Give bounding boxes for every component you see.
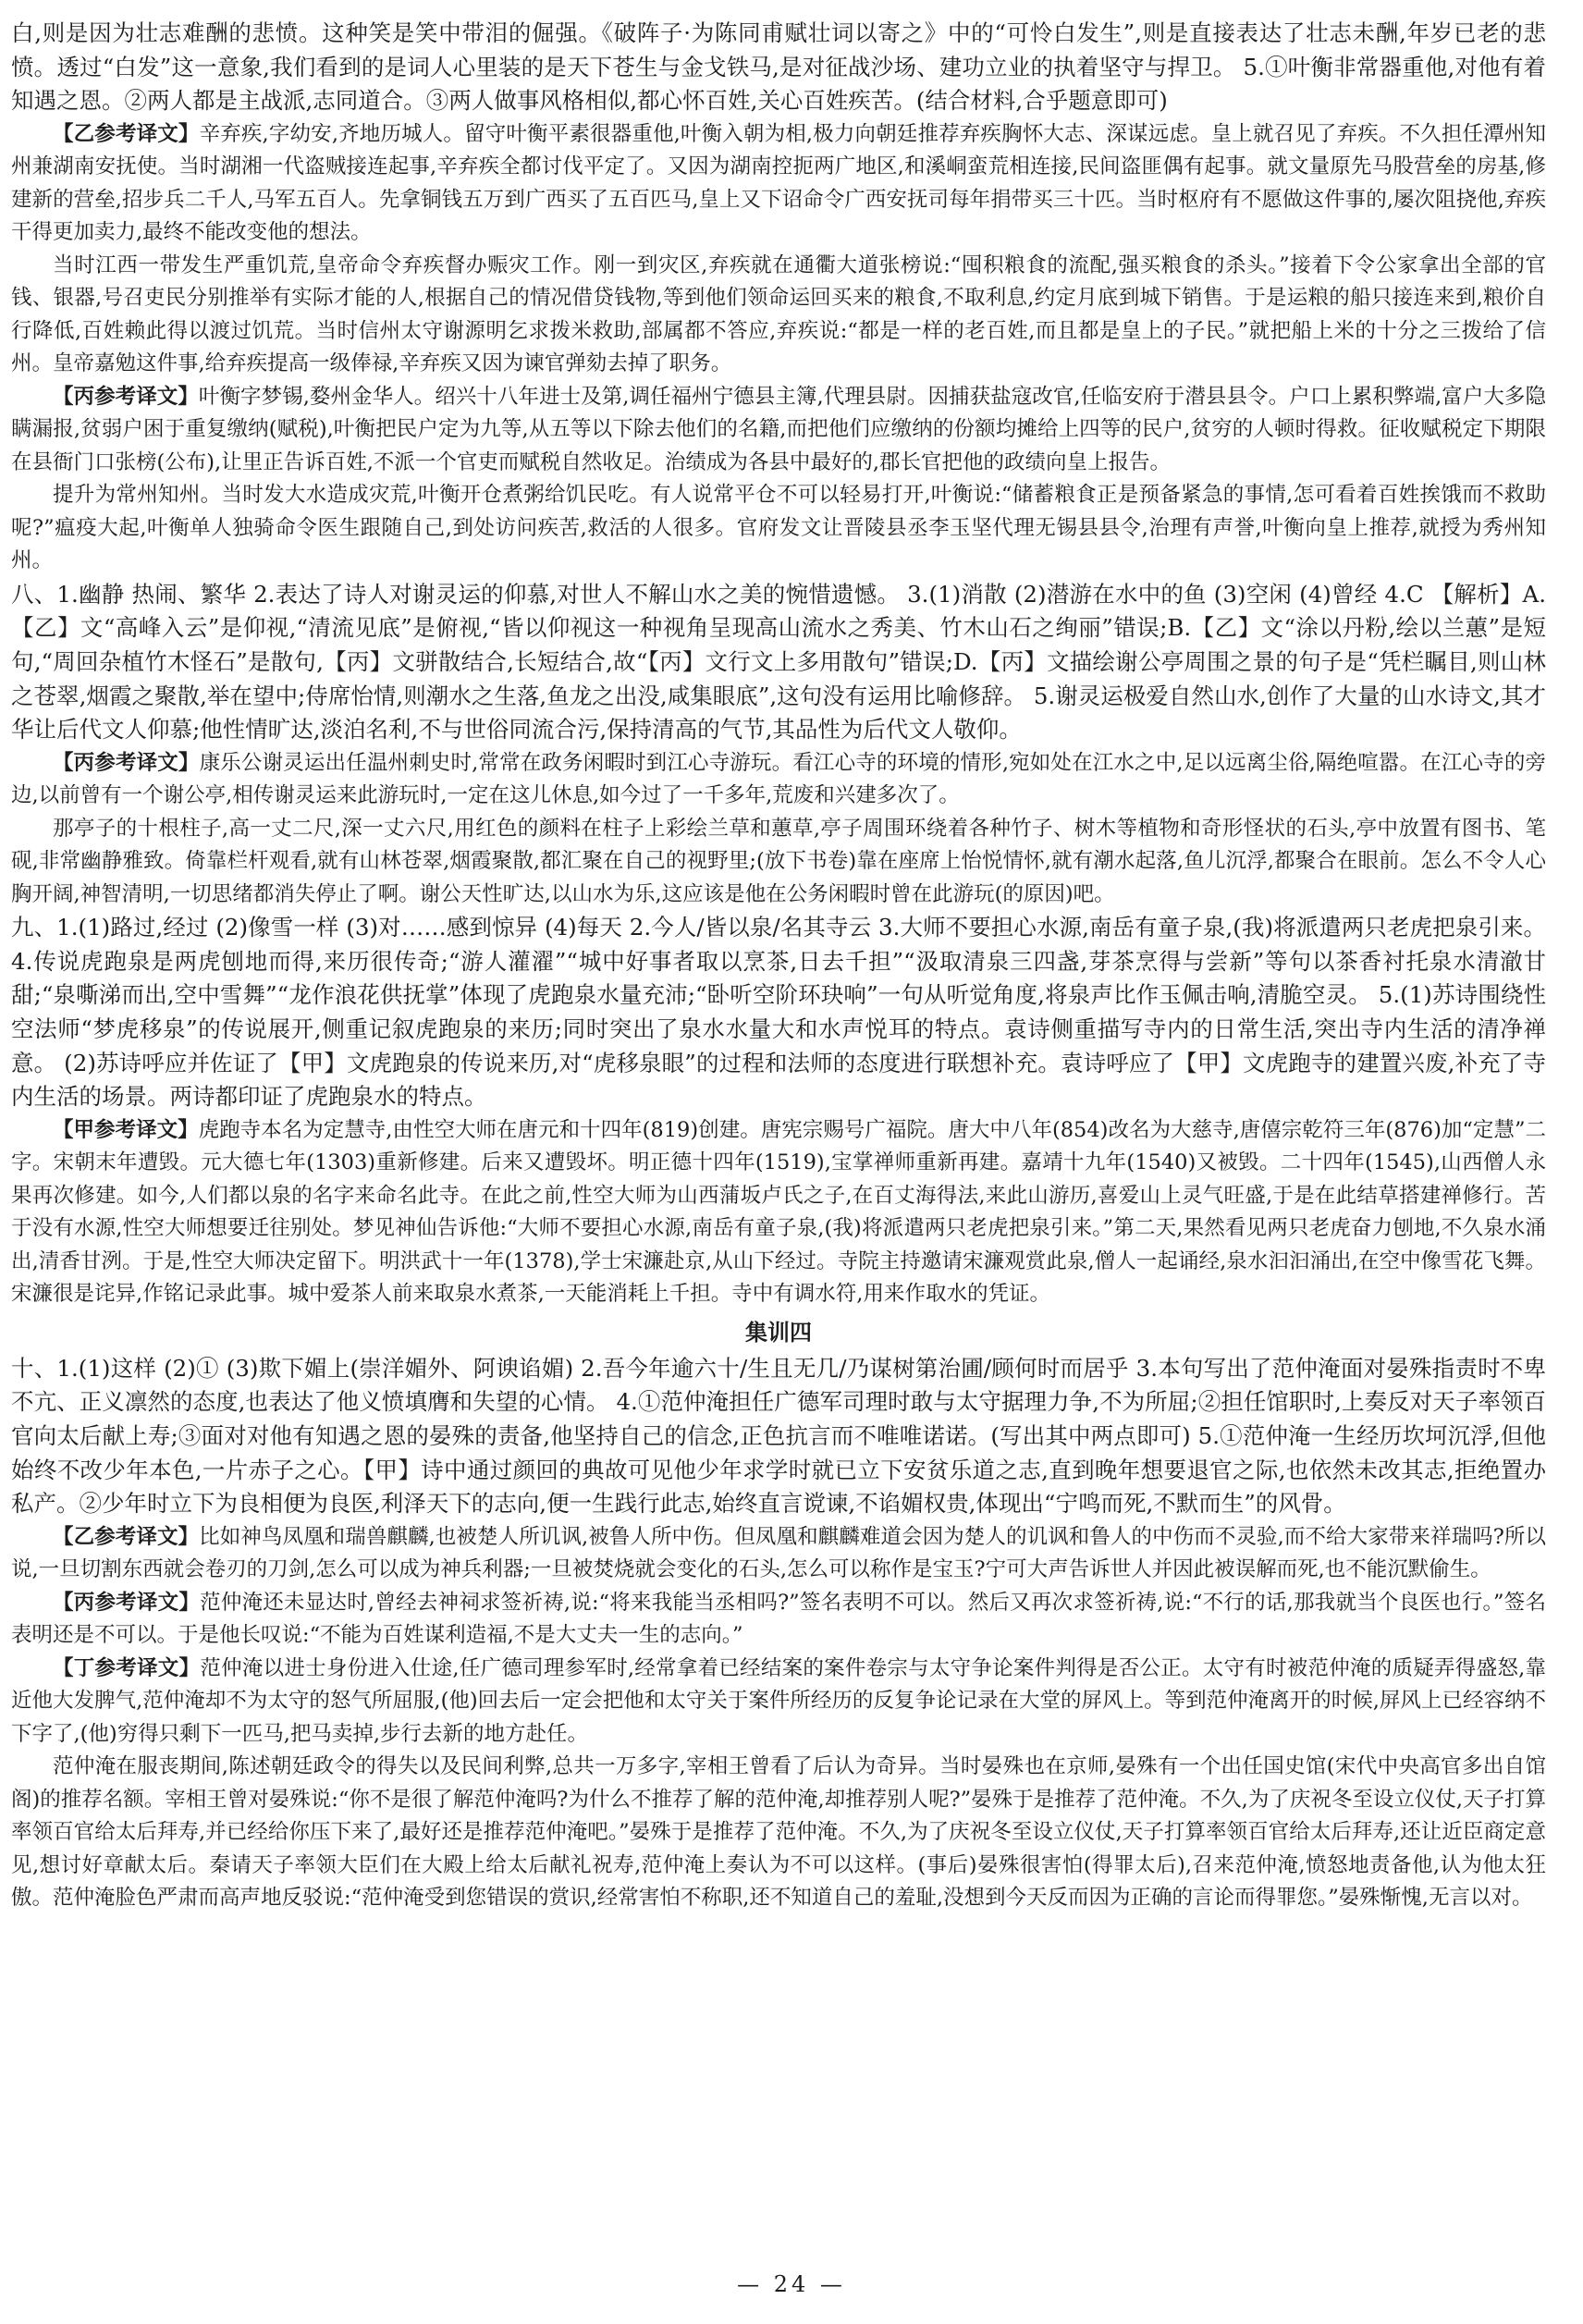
translation-bing-fan-zhongyan: 【丙参考译文】范仲淹还未显达时,曾经去神祠求签祈祷,说:“将来我能当丞相吗?”签名表明不可以。然后又再次求签祈祷,说:“不行的话,那我就当个良医也行。”签名表明还是不可以。于是他长叹说:“不能为百姓谋利造福,不是大丈夫一生的志向。” xyxy=(11,1590,1546,1648)
translation-tag: 【丙参考译文】 xyxy=(53,1590,201,1615)
translation-tag: 【乙参考译文】 xyxy=(53,1524,200,1549)
translation-tag: 【丁参考译文】 xyxy=(53,1655,201,1680)
translation-tag: 【乙参考译文】 xyxy=(53,121,200,146)
translation-bing-xie-gong-ting: 【丙参考译文】康乐公谢灵运出任温州刺史时,常常在政务闲暇时到江心寺游玩。看江心寺的环境的情形,宛如处在江水之中,足以远离尘俗,隔绝喧嚣。在江心寺的旁边,以前曾有一个谢公亭,相传谢灵运来此游玩时,一定在这儿休息,如今过了一千多年,荒废和兴建多次了。 xyxy=(11,750,1546,808)
translation-tag: 【丙参考译文】 xyxy=(53,384,199,409)
answer-section-9: 九、1.(1)路过,经过 (2)像雪一样 (3)对……感到惊异 (4)每天 2.今人/皆以泉/名其寺云 3.大师不要担心水源,南岳有童子泉,(我)将派遣两只老虎把泉引来。 4.传说虎跑泉是两虎刨地而得,来历很传奇;“游人灌濯”“城中好事者取以烹茶,日去千担”“汲取清泉三四盏,芽茶烹得与尝新”等句以茶香衬托泉水清澈甘甜;“泉嘶涕而出,空中雪舞”“龙作浪花供抚掌”体现了虎跑泉水量充沛;“卧听空阶环玦响”一句从听觉角度,将泉声比作玉佩击响,清脆空灵。 5.(1)苏诗围绕性空法师“梦虎移泉”的传说展开,侧重记叙虎跑泉的来历;同时突出了泉水水量大和水声悦耳的特点。袁诗侧重描写寺内的日常生活,突出寺内生活的清净禅意。 (2)苏诗呼应并佐证了【甲】文虎跑泉的传说来历,对“虎移泉眼”的过程和法师的态度进行联想补充。袁诗呼应了【甲】文虎跑寺的建置兴废,补充了寺内生活的场景。两诗都印证了虎跑泉水的特点。 xyxy=(11,914,1546,1111)
answer-section-10: 十、1.(1)这样 (2)① (3)欺下媚上(崇洋媚外、阿谀谄媚) 2.吾今年逾六十/生且无几/乃谋树第治圃/顾何时而居乎 3.本句写出了范仲淹面对晏殊指责时不卑不亢、正义凛然的态度,也表达了他义愤填膺和失望的心情。 4.①范仲淹担任广德军司理时敢与太守据理力争,不为所屈;②担任馆职时,上奏反对天子率领百官向太后献上寿;③面对对他有知遇之恩的晏殊的责备,他坚持自己的信念,正色抗言而不唯唯诺诺。(写出其中两点即可) 5.①范仲淹一生经历坎坷沉浮,但他始终不改少年本色,一片赤子之心。【甲】诗中通过颜回的典故可见他少年求学时就已立下安贫乐道之志,直到晚年想要退官之际,也依然未改其志,拒绝置办私产。②少年时立下为良相便为良医,利泽天下的志向,便一生践行此志,始终直言谠谏,不谄媚权贵,体现出“宁鸣而死,不默而生”的风骨。 xyxy=(11,1354,1546,1518)
translation-yi-xin-qiji: 【乙参考译文】辛弃疾,字幼安,齐地历城人。留守叶衡平素很器重他,叶衡入朝为相,极力向朝廷推荐弃疾胸怀大志、深谋远虑。皇上就召见了弃疾。不久担任潭州知州兼湖南安抚使。当时湖湘一代盗贼接连起事,辛弃疾全都讨伐平定了。又因为湖南控扼两广地区,和溪峒蛮荒相连接,民间盗匪偶有起事。就文量原先马股营垒的房基,修建新的营垒,招步兵二千人,马军五百人。先拿铜钱五万到广西买了五百匹马,皇上又下诏命令广西安抚司每年捐带买三十匹。当时枢府有不愿做这件事的,屡次阻挠他,弃疾干得更加卖力,最终不能改变他的想法。 xyxy=(11,121,1546,245)
translation-yi-feng-huang: 【乙参考译文】比如神鸟凤凰和瑞兽麒麟,也被楚人所讥讽,被鲁人所中伤。但凤凰和麒麟难道会因为楚人的讥讽和鲁人的中伤而不灵验,而不给大家带来祥瑞吗?所以说,一旦切割东西就会卷刃的刀剑,怎么可以成为神兵利器;一旦被焚烧就会变化的石头,怎么可以称作是宝玉?宁可大声告诉世人并因此被误解而死,也不能沉默偷生。 xyxy=(11,1524,1546,1582)
translation-tag: 【丙参考译文】 xyxy=(53,750,200,775)
translation-paragraph: 当时江西一带发生严重饥荒,皇帝命令弃疾督办赈灾工作。刚一到灾区,弃疾就在通衢大道张榜说:“囤积粮食的流配,强买粮食的杀头。”接着下令公家拿出全部的官钱、银器,号召吏民分别推举有实际才能的人,根据自己的情况借贷钱物,等到他们领命运回买来的粮食,不取利息,约定月底到城下销售。于是运粮的船只接连来到,粮价自行降低,百姓赖此得以渡过饥荒。当时信州太守谢源明乞求拨米救助,部属都不答应,弃疾说:“都是一样的老百姓,而且都是皇上的子民。”就把船上米的十分之三拨给了信州。皇帝嘉勉这件事,给弃疾提高一级俸禄,辛弃疾又因为谏官弹劾去掉了职务。 xyxy=(11,252,1546,376)
translation-paragraph: 提升为常州知州。当时发大水造成灾荒,叶衡开仓煮粥给饥民吃。有人说常平仓不可以轻易打开,叶衡说:“储蓄粮食正是预备紧急的事情,怎可看着百姓挨饿而不救助呢?”瘟疫大起,叶衡单人独骑命令医生跟随自己,到处访问疾苦,救活的人很多。官府发文让晋陵县丞李玉坚代理无锡县县令,治理有声誉,叶衡向皇上推荐,就授为秀州知州。 xyxy=(11,483,1546,573)
translation-ding-fan-zhongyan: 【丁参考译文】范仲淹以进士身份进入仕途,任广德司理参军时,经常拿着已经结案的案件卷宗与太守争论案件判得是否公正。太守有时被范仲淹的质疑弄得盛怒,靠近他大发脾气,范仲淹却不为太守的怒气所屈服,(他)回去后一定会把他和太守关于案件所经历的反复争论记录在大堂的屏风上。等到范仲淹离开的时候,屏风上已经容纳不下字了,(他)穷得只剩下一匹马,把马卖掉,步行去新的地方赴任。 xyxy=(11,1655,1546,1746)
page-number: — 24 — xyxy=(737,2271,846,2297)
answer-section-8: 八、1.幽静 热闹、繁华 2.表达了诗人对谢灵运的仰慕,对世人不解山水之美的惋惜遗憾。 3.(1)消散 (2)潜游在水中的鱼 (3)空闲 (4)曾经 4.C 【解析】A.【乙】文“高峰入云”是仰视,“清流见底”是俯视,“皆以仰视这一种视角呈现高山流水之秀美、竹木山石之绚丽”错误;B.【乙】文“涂以丹粉,绘以兰蕙”是短句,“周回杂植竹木怪石”是散句,【丙】文骈散结合,长短结合,故“【丙】文行文上多用散句”错误;D.【丙】文描绘谢公亭周围之景的句子是“凭栏瞩目,则山林之苍翠,烟霞之聚散,举在望中;侍席怡情,则潮水之生落,鱼龙之出没,咸集眼底”,这句没有运用比喻修辞。 5.谢灵运极爱自然山水,创作了大量的山水诗文,其才华让后代文人仰慕;他性情旷达,淡泊名利,不与世俗同流合污,保持清高的气节,其品性为后代文人敬仰。 xyxy=(11,580,1546,744)
section-heading: 集训四 xyxy=(745,1318,812,1346)
answer-block-7-continued: 白,则是因为壮志难酬的悲愤。这种笑是笑中带泪的倔强。《破阵子·为陈同甫赋壮词以寄之》中的“可怜白发生”,则是直接表达了壮志未酬,年岁已老的悲愤。透过“白发”这一意象,我们看到的是词人心里装的是天下苍生与金戈铁马,是对征战沙场、建功立业的执着坚守与捍卫。 5.①叶衡非常器重他,对他有着知遇之恩。②两人都是主战派,志同道合。③两人做事风格相似,都心怀百姓,关心百姓疾苦。(结合材料,合乎题意即可) xyxy=(11,19,1546,115)
translation-paragraph: 范仲淹在服丧期间,陈述朝廷政令的得失以及民间利弊,总共一万多字,宰相王曾看了后认为奇异。当时晏殊也在京师,晏殊有一个出任国史馆(宋代中央高官多出自馆阁)的推荐名额。宰相王曾对晏殊说:“你不是很了解范仲淹吗?为什么不推荐了解的范仲淹,却推荐别人呢?”晏殊于是推荐了范仲淹。不久,为了庆祝冬至设立仪仗,天子打算率领百官给太后拜寿,并已经给你压下来了,最好还是推荐范仲淹吧。”晏殊于是推荐了范仲淹。不久,为了庆祝冬至设立仪仗,天子打算率领百官给太后拜寿,还让近臣商定意见,想讨好章献太后。秦请天子率领大臣们在大殿上给太后献礼祝寿,范仲淹上奏认为不可以这样。(事后)晏殊很害怕(得罪太后),召来范仲淹,愤怒地责备他,认为他太狂傲。范仲淹脸色严肃而高声地反驳说:“范仲淹受到您错误的赏识,经常害怕不称职,还不知道自己的羞耻,没想到今天反而因为正确的言论而得罪您。”晏殊惭愧,无言以对。 xyxy=(11,1754,1546,1911)
translation-tag: 【甲参考译文】 xyxy=(53,1117,199,1142)
translation-jia-hu-pao-si: 【甲参考译文】虎跑寺本名为定慧寺,由性空大师在唐元和十四年(819)创建。唐宪宗赐号广福院。唐大中八年(854)改名为大慈寺,唐僖宗乾符三年(876)加“定慧”二字。宋朝末年遭毁。元大德七年(1303)重新修建。后来又遭毁坏。明正德十四年(1519),宝掌禅师重新再建。嘉靖十九年(1540)又被毁。二十四年(1545),山西僧人永果再次修建。如今,人们都以泉的名字来命名此寺。在此之前,性空大师为山西蒲坂卢氏之子,在百丈海得法,来此山游历,喜爱山上灵气旺盛,于是在此结草搭建禅修行。苦于没有水源,性空大师想要迁往别处。梦见神仙告诉他:“大师不要担心水源,南岳有童子泉,(我)将派遣两只老虎把泉引来。”第二天,果然看见两只老虎奋力刨地,不久泉水涌出,清香甘洌。于是,性空大师决定留下。明洪武十一年(1378),学士宋濂赴京,从山下经过。寺院主持邀请宋濂观赏此泉,僧人一起诵经,泉水汩汩涌出,在空中像雪花飞舞。宋濂很是诧异,作铭记录此事。城中爱茶人前来取泉水煮茶,一天能消耗上千担。寺中有调水符,用来作取水的凭证。 xyxy=(11,1117,1546,1307)
translation-bing-ye-heng: 【丙参考译文】叶衡字梦锡,婺州金华人。绍兴十八年进士及第,调任福州宁德县主簿,代理县尉。因捕获盐寇改官,任临安府于潜县县令。户口上累积弊端,富户大多隐瞒漏报,贫弱户困于重复缴纳(赋税),叶衡把民户定为九等,从五等以下除去他们的名籍,而把他们应缴纳的份额均摊给上四等的民户,贫穷的人顿时得救。征收赋税定下期限在县衙门口张榜(公布),让里正告诉百姓,不派一个官吏而赋税自然收足。治绩成为各县中最好的,郡长官把他的政绩向皇上报告。 xyxy=(11,384,1546,474)
translation-paragraph: 那亭子的十根柱子,高一丈二尺,深一丈六尺,用红色的颜料在柱子上彩绘兰草和蕙草,亭子周围环绕着各种竹子、树木等植物和奇形怪状的石头,亭中放置有图书、笔砚,非常幽静雅致。倚靠栏杆观看,就有山林苍翠,烟霞聚散,都汇聚在自己的视野里;(放下书卷)靠在座席上怡悦情怀,就有潮水起落,鱼儿沉浮,都聚合在眼前。怎么不令人心胸开阔,神智清明,一切思绪都消失停止了啊。谢公天性旷达,以山水为乐,这应该是他在公务闲暇时曾在此游玩(的原因)吧。 xyxy=(11,816,1546,906)
